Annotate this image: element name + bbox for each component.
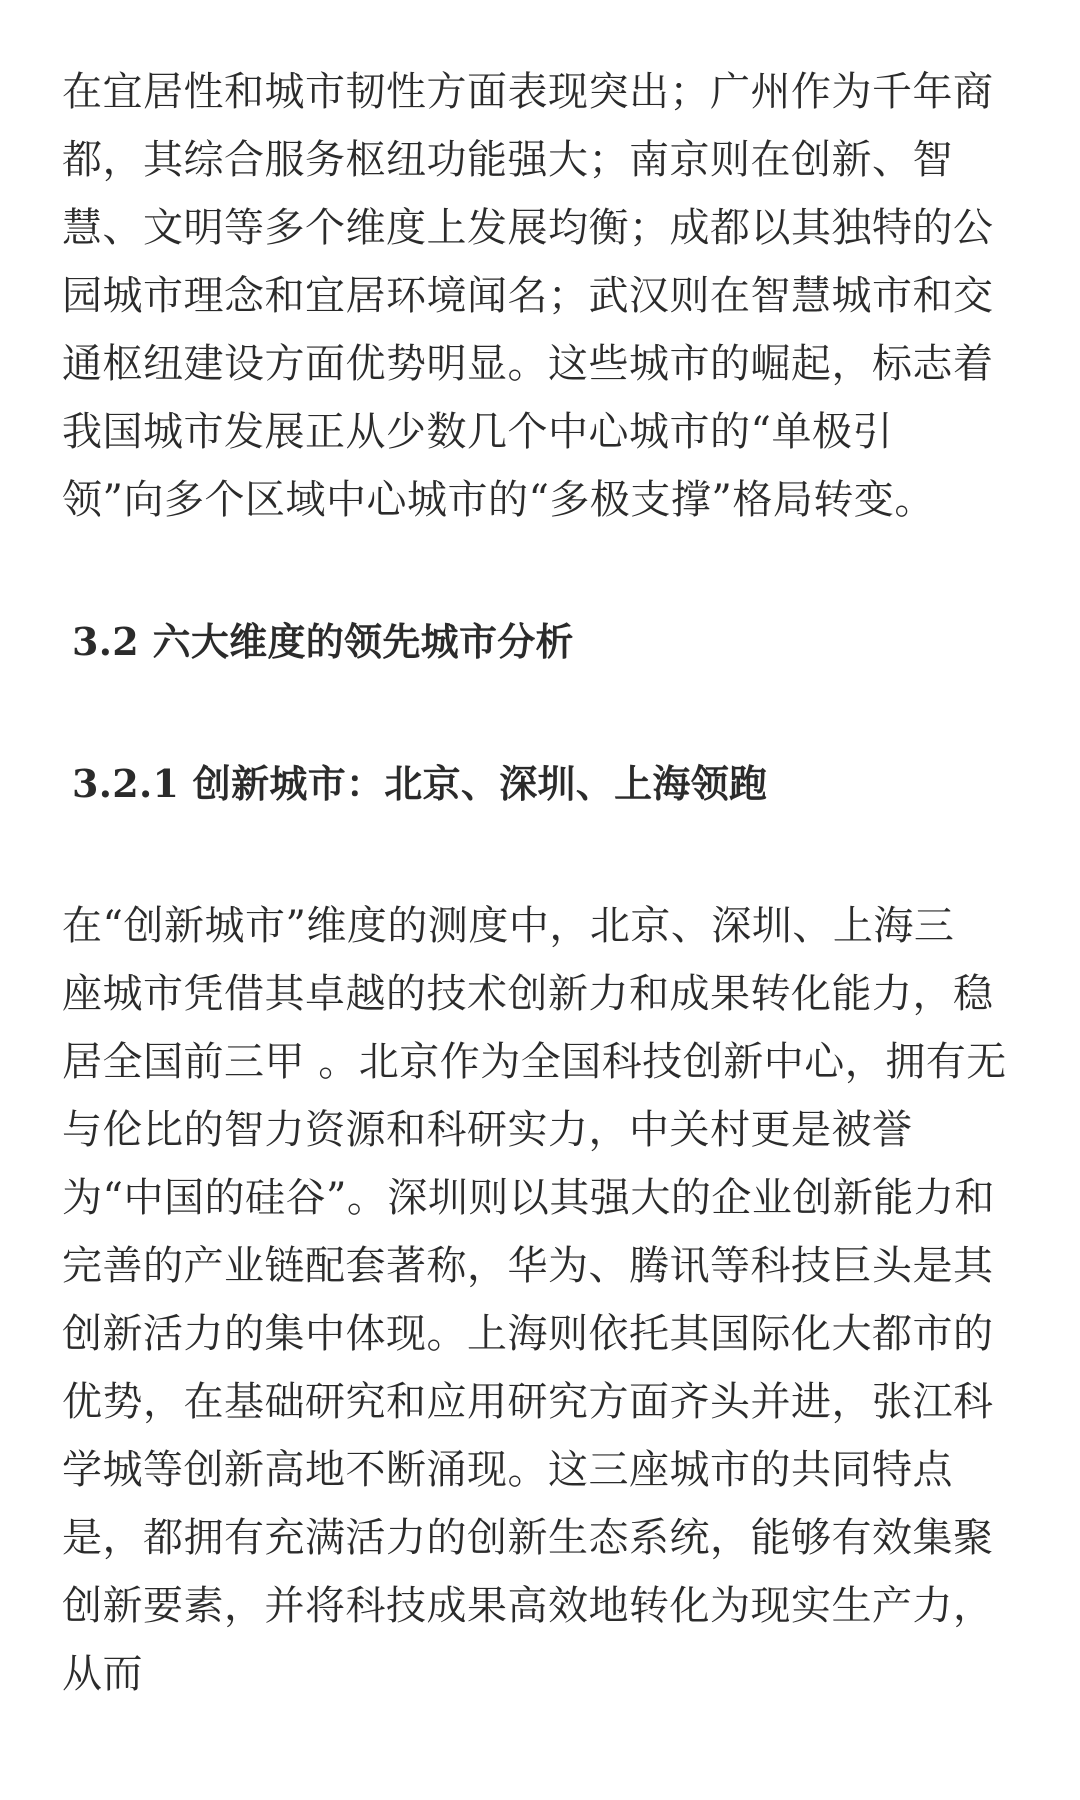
text-line: 从而 [62, 1651, 143, 1697]
text-line: 学城等创新高地不断涌现。这三座城市的共同特点 [62, 1447, 953, 1493]
paragraph-innovation-cities [62, 892, 1022, 1708]
text-line: 都，其综合服务枢纽功能强大；南京则在创新、智 [62, 137, 953, 183]
text-line: 领”向多个区域中心城市的“多极支撑”格局转变。 [62, 477, 935, 523]
text-line: 创新要素，并将科技成果高效地转化为现实生产力， [62, 1583, 994, 1629]
text-line: 是，都拥有充满活力的创新生态系统，能够有效集聚 [62, 1515, 994, 1561]
text-line: 创新活力的集中体现。上海则依托其国际化大都市的 [62, 1311, 994, 1357]
paragraph-city-development [62, 58, 1022, 534]
subsection-heading: 3.2.1 创新城市：北京、深圳、上海领跑 [72, 761, 768, 806]
text-line: 园城市理念和宜居环境闻名；武汉则在智慧城市和交 [62, 273, 994, 319]
text-line: 座城市凭借其卓越的技术创新力和成果转化能力，稳 [62, 971, 994, 1017]
text-line: 居全国前三甲 。北京作为全国科技创新中心，拥有无 [62, 1039, 1007, 1085]
text-line: 我国城市发展正从少数几个中心城市的“单极引 [62, 409, 893, 455]
section-heading: 3.2 六大维度的领先城市分析 [72, 619, 574, 664]
text-line: 完善的产业链配套著称，华为、腾讯等科技巨头是其 [62, 1243, 994, 1289]
text-line: 优势，在基础研究和应用研究方面齐头并进，张江科 [62, 1379, 994, 1425]
text-line: 通枢纽建设方面优势明显。这些城市的崛起，标志着 [62, 341, 994, 387]
text-line: 在宜居性和城市韧性方面表现突出；广州作为千年商 [62, 69, 994, 115]
text-line: 慧、文明等多个维度上发展均衡；成都以其独特的公 [62, 205, 994, 251]
text-line: 在“创新城市”维度的测度中，北京、深圳、上海三 [62, 903, 955, 949]
text-line: 与伦比的智力资源和科研实力，中关村更是被誉 [62, 1107, 913, 1153]
text-line: 为“中国的硅谷”。深圳则以其强大的企业创新能力和 [62, 1175, 995, 1221]
